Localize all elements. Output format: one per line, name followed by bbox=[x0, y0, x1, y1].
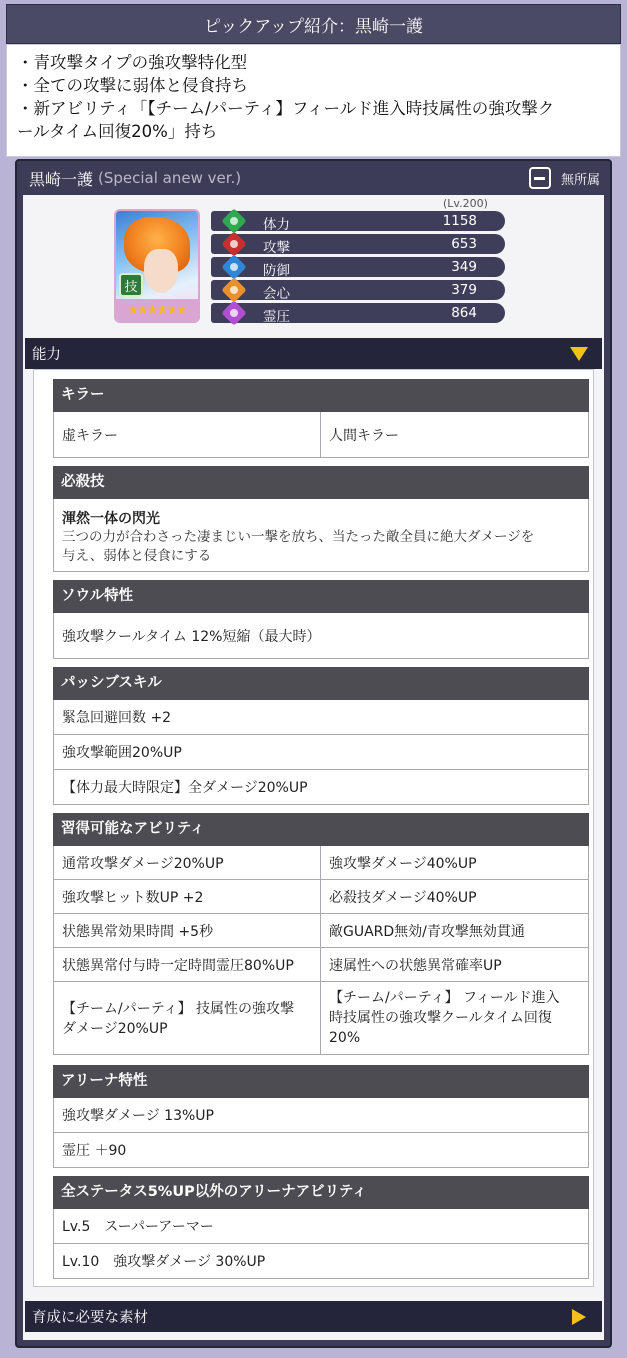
stat-value: 349 bbox=[451, 259, 477, 275]
special-group bbox=[53, 466, 589, 572]
soul-item: 強攻撃クールタイム 12%短縮（最大時） bbox=[53, 613, 589, 659]
passive-group bbox=[53, 667, 589, 805]
materials-section-title: 育成に必要な素材 bbox=[32, 1310, 148, 1326]
attribute-label: 無所属 bbox=[560, 172, 600, 188]
arena-ability-item: Lv.5 スーパーアーマー bbox=[53, 1209, 589, 1244]
special-desc: 与え、弱体と侵食にする bbox=[62, 548, 212, 564]
learnable-item: 必殺技ダメージ40%UP bbox=[321, 880, 589, 914]
learnable-text: 20% bbox=[329, 1030, 361, 1046]
learnable-text: 【チーム/パーティ】 フィールド進入 bbox=[329, 990, 560, 1006]
learnable-item: 通常攻撃ダメージ20%UP bbox=[53, 846, 321, 880]
reiatsu-icon bbox=[221, 300, 246, 325]
ability-list bbox=[33, 369, 594, 1287]
character-card bbox=[15, 159, 612, 1348]
soul-group bbox=[53, 580, 589, 659]
character-header bbox=[17, 161, 610, 195]
passive-item: 【体力最大時限定】全ダメージ20%UP bbox=[53, 770, 589, 805]
learnable-item bbox=[53, 982, 321, 1055]
stat-name: 体力 bbox=[263, 217, 290, 233]
triangle-right-icon bbox=[572, 1309, 586, 1325]
character-portrait[interactable] bbox=[114, 209, 200, 323]
intro-line: ・新アビリティ「【チーム/パーティ】フィールド進入時技属性の強攻撃ク bbox=[17, 99, 555, 118]
ability-section-toggle[interactable] bbox=[25, 338, 602, 369]
banner-title: ピックアップ紹介：黒崎一護 bbox=[203, 16, 424, 37]
passive-header: パッシブスキル bbox=[53, 667, 589, 700]
special-desc: 三つの力が合わさった凄まじい一撃を放ち、当たった敵全員に絶大ダメージを bbox=[62, 529, 535, 545]
stat-value: 379 bbox=[451, 282, 477, 298]
arena-ability-header: 全ステータス5%UP以外のアリーナアビリティ bbox=[53, 1176, 589, 1209]
killer-item: 人間キラー bbox=[321, 412, 589, 458]
stat-name: 攻撃 bbox=[263, 240, 290, 256]
pickup-banner bbox=[6, 4, 621, 44]
attribute-badge bbox=[529, 167, 600, 189]
arena-group bbox=[53, 1065, 589, 1168]
intro-line: ・青攻撃タイプの強攻撃特化型 bbox=[17, 53, 248, 72]
character-panel bbox=[23, 195, 604, 1340]
materials-section-toggle[interactable] bbox=[25, 1301, 602, 1332]
stat-value: 864 bbox=[451, 305, 477, 321]
crit-icon bbox=[221, 277, 246, 302]
soul-header: ソウル特性 bbox=[53, 580, 589, 613]
rarity-stars: ★★★★★★ bbox=[116, 299, 198, 321]
killer-item: 虚キラー bbox=[53, 412, 321, 458]
arena-ability-item: Lv.10 強攻撃ダメージ 30%UP bbox=[53, 1244, 589, 1279]
level-label: (Lv.200) bbox=[443, 197, 488, 210]
stat-row-reiatsu bbox=[211, 303, 505, 323]
stat-row-hp bbox=[211, 211, 505, 231]
learnable-header: 習得可能なアビリティ bbox=[53, 813, 589, 846]
learnable-item: 強攻撃ダメージ40%UP bbox=[321, 846, 589, 880]
stat-name: 防御 bbox=[263, 263, 290, 279]
pickup-intro bbox=[6, 44, 621, 157]
minus-icon bbox=[529, 167, 551, 189]
learnable-item bbox=[321, 982, 589, 1055]
learnable-group bbox=[53, 813, 589, 1055]
special-detail bbox=[53, 499, 589, 572]
learnable-item: 状態異常付与時一定時間霊圧80%UP bbox=[53, 948, 321, 982]
stat-name: 会心 bbox=[263, 286, 290, 302]
learnable-item: 速属性への状態異常確率UP bbox=[321, 948, 589, 982]
triangle-down-icon bbox=[570, 347, 588, 361]
stat-value: 1158 bbox=[442, 213, 477, 229]
learnable-text: 時技属性の強攻撃クールタイム回復 bbox=[329, 1010, 552, 1026]
arena-item: 強攻撃ダメージ 13%UP bbox=[53, 1098, 589, 1133]
intro-line: ールタイム回復20%」持ち bbox=[17, 122, 218, 141]
killer-header: キラー bbox=[53, 379, 589, 412]
stat-row-attack bbox=[211, 234, 505, 254]
hp-icon bbox=[221, 208, 246, 233]
learnable-item: 敵GUARD無効/青攻撃無効貫通 bbox=[321, 914, 589, 948]
stat-row-defense bbox=[211, 257, 505, 277]
stat-name: 霊圧 bbox=[263, 309, 290, 325]
passive-item: 緊急回避回数 +2 bbox=[53, 700, 589, 735]
special-name: 渾然一体の閃光 bbox=[62, 511, 160, 527]
character-name: 黒崎一護 bbox=[29, 169, 94, 189]
attack-icon bbox=[221, 231, 246, 256]
special-header: 必殺技 bbox=[53, 466, 589, 499]
arena-header: アリーナ特性 bbox=[53, 1065, 589, 1098]
arena-item: 霊圧 ＋90 bbox=[53, 1133, 589, 1168]
learnable-item: 状態異常効果時間 +5秒 bbox=[53, 914, 321, 948]
stat-row-crit bbox=[211, 280, 505, 300]
character-version: (Special anew ver.) bbox=[98, 169, 242, 187]
portrait-face bbox=[144, 249, 178, 293]
arena-ability-group bbox=[53, 1176, 589, 1279]
ability-section-title: 能力 bbox=[32, 347, 61, 363]
killer-group bbox=[53, 379, 589, 458]
defense-icon bbox=[221, 254, 246, 279]
tech-type-icon: 技 bbox=[119, 273, 143, 297]
learnable-item: 強攻撃ヒット数UP +2 bbox=[53, 880, 321, 914]
passive-item: 強攻撃範囲20%UP bbox=[53, 735, 589, 770]
intro-line: ・全ての攻撃に弱体と侵食持ち bbox=[17, 76, 248, 95]
learnable-text: ダメージ20%UP bbox=[62, 1021, 168, 1037]
stat-value: 653 bbox=[451, 236, 477, 252]
learnable-text: 【チーム/パーティ】 技属性の強攻撃 bbox=[62, 1001, 295, 1017]
